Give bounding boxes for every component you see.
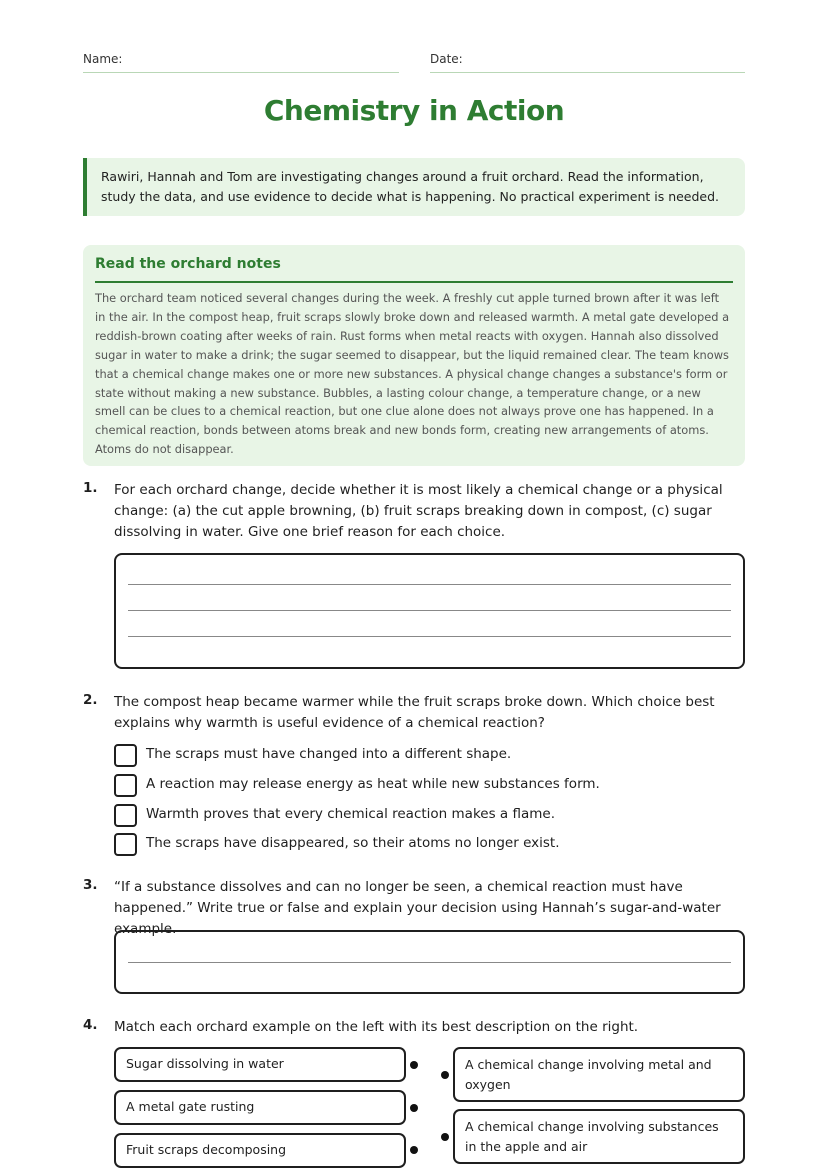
- checkbox[interactable]: [114, 804, 137, 827]
- checkbox[interactable]: [114, 744, 137, 767]
- checkbox[interactable]: [114, 774, 137, 797]
- date-label: Date:: [430, 52, 463, 66]
- page-title: Chemistry in Action: [263, 94, 565, 127]
- answer-line: [128, 962, 731, 963]
- option-a[interactable]: [114, 744, 734, 768]
- name-field[interactable]: [83, 52, 399, 73]
- match-dot-left-3[interactable]: [410, 1146, 418, 1154]
- match-left-3[interactable]: Fruit scraps decomposing: [114, 1133, 406, 1168]
- match-right-1[interactable]: A chemical change involving metal and oxygen: [453, 1047, 745, 1102]
- option-label: The scraps have disappeared, so their atoms no longer exist.: [146, 835, 560, 851]
- match-left-2[interactable]: A metal gate rusting: [114, 1090, 406, 1125]
- checkbox[interactable]: [114, 833, 137, 856]
- answer-line: [128, 636, 731, 637]
- option-label: A reaction may release energy as heat while new substances form.: [146, 776, 600, 792]
- option-label: Warmth proves that every chemical reaction makes a flame.: [146, 806, 556, 822]
- match-dot-left-2[interactable]: [410, 1104, 418, 1112]
- option-d[interactable]: [114, 833, 734, 857]
- question-2: [83, 692, 745, 734]
- answer-box-3[interactable]: [114, 930, 745, 994]
- question-1: [83, 480, 745, 543]
- match-dot-left-1[interactable]: [410, 1061, 418, 1069]
- option-label: The scraps must have changed into a different shape.: [146, 746, 512, 762]
- name-label: Name:: [83, 52, 123, 66]
- answer-box-1[interactable]: [114, 553, 745, 669]
- question-number: 2.: [83, 692, 98, 708]
- answer-line: [128, 610, 731, 611]
- question-text: “If a substance dissolves and can no longer be seen, a chemical reaction must have happened.” Write true or false and explain your decision using Hannah’s sugar-and-water example.: [114, 879, 721, 937]
- date-field[interactable]: [430, 52, 745, 73]
- question-text: For each orchard change, decide whether it is most likely a chemical change or a physical change: (a) the cut apple browning, (b) fruit scraps breaking down in compost, (c) sugar dissolving in water. Give one brief reason for each choice.: [114, 482, 723, 540]
- question-text: Match each orchard example on the left with its best description on the right.: [114, 1019, 639, 1035]
- match-left-1[interactable]: Sugar dissolving in water: [114, 1047, 406, 1082]
- question-4: [83, 1017, 745, 1038]
- match-dot-right-2[interactable]: [441, 1133, 449, 1141]
- header-fields: [83, 52, 745, 74]
- answer-line: [128, 584, 731, 585]
- question-number: 3.: [83, 877, 98, 893]
- question-text: The compost heap became warmer while the fruit scraps broke down. Which choice best explains why warmth is useful evidence of a chemical reaction?: [114, 694, 715, 731]
- option-b[interactable]: [114, 774, 734, 798]
- intro-callout: Rawiri, Hannah and Tom are investigating changes around a fruit orchard. Read the information, study the data, and use evidence to decide what is happening. No practical experiment is needed.: [83, 158, 745, 216]
- notes-heading: Read the orchard notes: [95, 256, 733, 283]
- question-number: 1.: [83, 480, 98, 496]
- option-c[interactable]: [114, 804, 734, 828]
- question-number: 4.: [83, 1017, 98, 1033]
- orchard-notes-panel: [83, 245, 745, 466]
- notes-body: The orchard team noticed several changes during the week. A freshly cut apple turned brown after it was left in the air. In the compost heap, fruit scraps slowly broke down and released warmth. A metal gate developed a reddish-brown coating after weeks of rain. Rust forms when metal reacts with oxygen. Hannah also dissolved sugar in water to make a drink; the sugar seemed to disappear, but the liquid remained clear. The team knows that a chemical change makes one or more new substances. A physical change changes a substance's form or state without making a new substance. Bubbles, a lasting colour change, a temperature change, or a new smell can be clues to a chemical reaction, but one clue alone does not always prove one has happened. In a chemical reaction, bonds between atoms break and new bonds form, creating new arrangements of atoms. Atoms do not disappear.: [95, 291, 730, 457]
- match-dot-right-1[interactable]: [441, 1071, 449, 1079]
- match-right-2[interactable]: A chemical change involving substances in the apple and air: [453, 1109, 745, 1164]
